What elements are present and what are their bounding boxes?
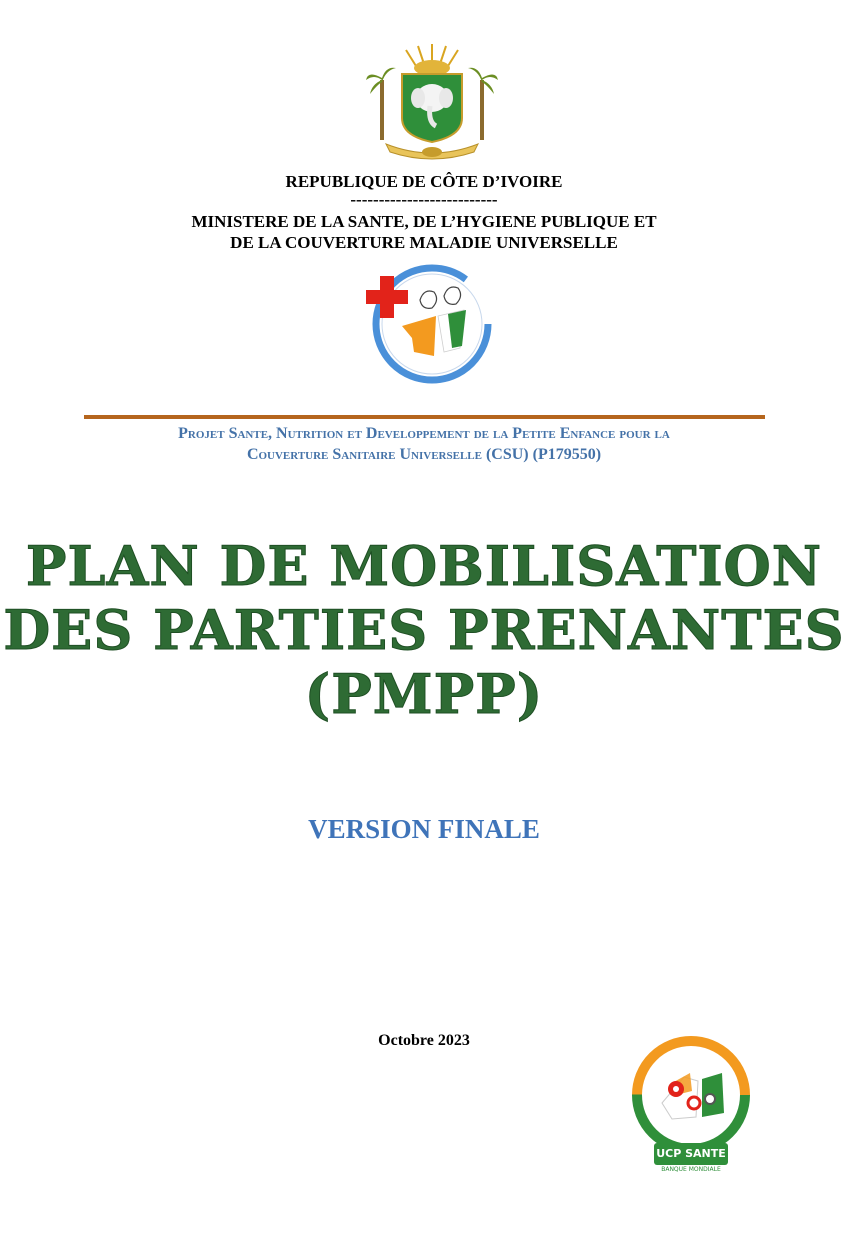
header-separator: -------------------------- xyxy=(350,190,498,209)
project-name-line2: Couverture Sanitaire Universelle (CSU) (P179550) xyxy=(246,446,602,463)
main-title-line3: (PMPP) xyxy=(304,662,544,726)
ucp-sante-logo-icon xyxy=(632,1033,750,1175)
header-rule xyxy=(84,415,765,419)
ucp-logo-subtext: BANQUE MONDIALE xyxy=(661,1166,721,1173)
ministry-name-line2: DE LA COUVERTURE MALADIE UNIVERSELLE xyxy=(230,233,618,252)
ucp-logo-text: UCP SANTE xyxy=(656,1147,726,1160)
coat-of-arms-icon xyxy=(366,40,498,164)
main-title-line2: DES PARTIES PRENANTES xyxy=(3,598,845,662)
main-title-line1: PLAN DE MOBILISATION xyxy=(25,534,823,598)
version-label: VERSION FINALE xyxy=(308,814,540,844)
project-name-line1: Projet Sante, Nutrition et Developpement de la Petite Enfance pour la xyxy=(178,425,670,442)
document-date: Octobre 2023 xyxy=(378,1032,470,1049)
ministry-health-logo-icon xyxy=(362,260,498,386)
republic-title: REPUBLIQUE DE CÔTE D’IVOIRE xyxy=(285,172,563,191)
ministry-name-line1: MINISTERE DE LA SANTE, DE L’HYGIENE PUBLIQUE ET xyxy=(191,212,657,231)
